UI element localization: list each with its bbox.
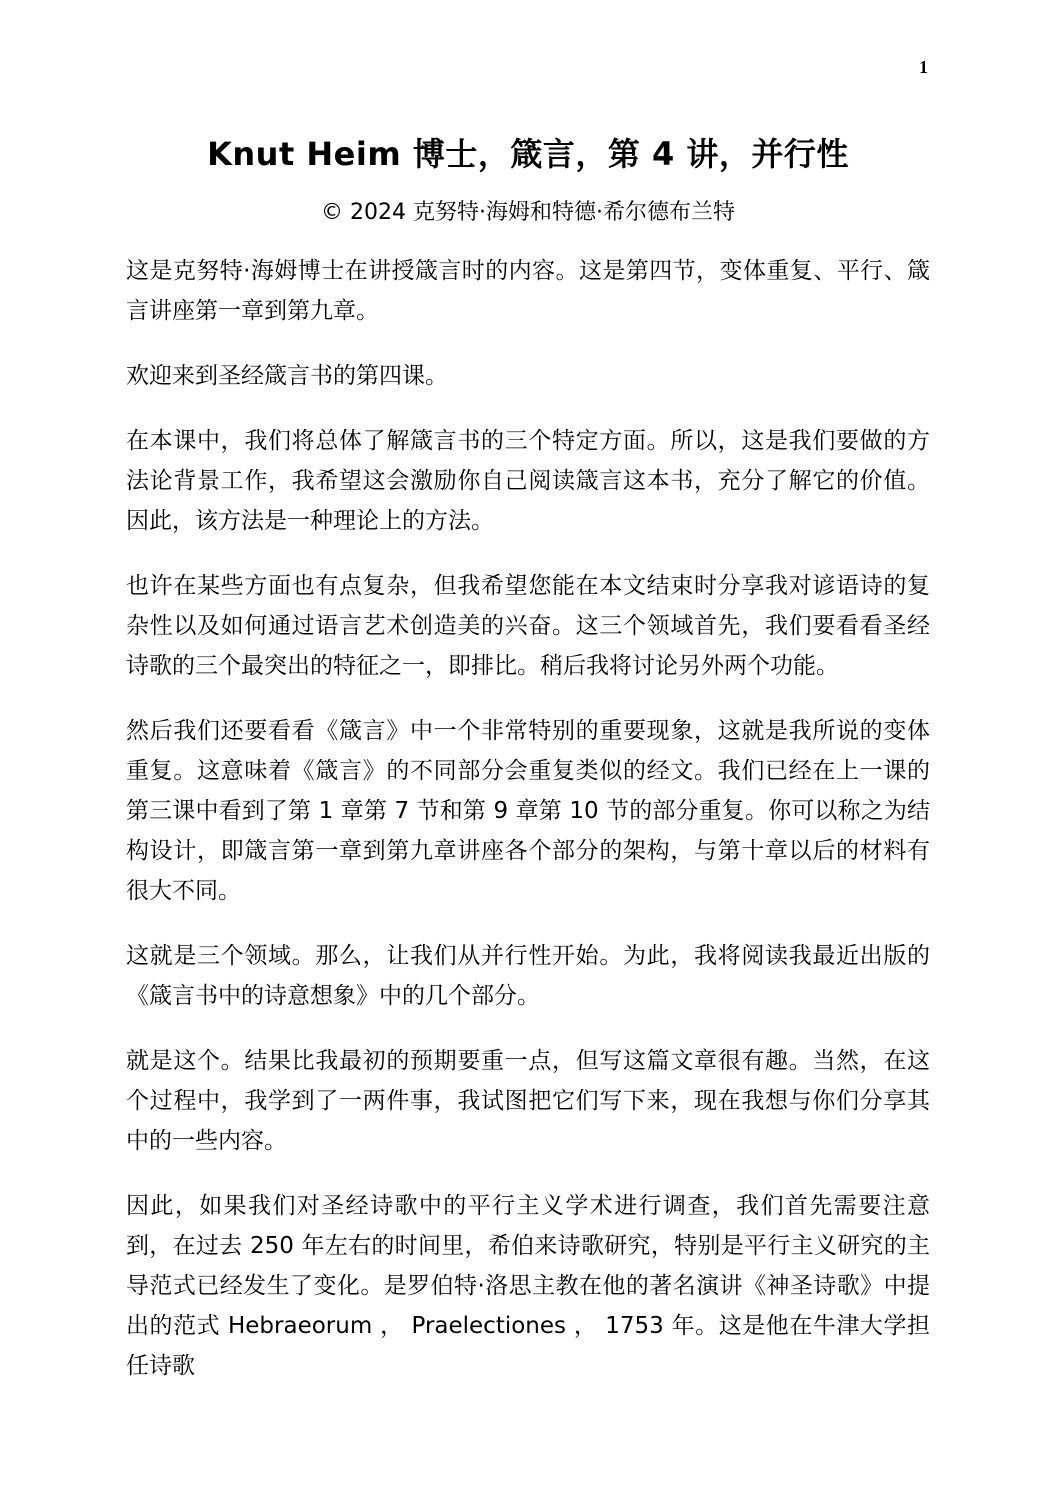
paragraph: 在本课中，我们将总体了解箴言书的三个特定方面。所以，这是我们要做的方法论背景工作，我希望这会激励你自己阅读箴言这本书，充分了解它的价值。因此，该方法是一种理论上的方法。 <box>126 428 930 535</box>
paragraph: 也许在某些方面也有点复杂，但我希望您能在本文结束时分享我对谚语诗的复杂性以及如何通过语言艺术创造美的兴奋。这三个领域首先，我们要看看圣经诗歌的三个最突出的特征之一，即排比。稍后我将讨论另外两个功能。 <box>126 573 930 680</box>
paragraph: 然后我们还要看看《箴言》中一个非常特别的重要现象，这就是我所说的变体重复。这意味着《箴言》的不同部分会重复类似的经文。我们已经在上一课的第三课中看到了第 1 章第 7 节和第 9 章第 10 节的部分重复。你可以称之为结构设计，即箴言第一章到第九章讲座各个部分的架构，与第十章以后的材料有很大不同。 <box>126 718 930 905</box>
page-number: 1 <box>919 57 928 77</box>
paragraph: 欢迎来到圣经箴言书的第四课。 <box>126 363 448 390</box>
paragraph: 因此，如果我们对圣经诗歌中的平行主义学术进行调查，我们首先需要注意到，在过去 250 年左右的时间里，希伯来诗歌研究，特别是平行主义研究的主导范式已经发生了变化。是罗伯特·洛思主教在他的著名演讲《神圣诗歌》中提出的范式 Hebraeorum ， Praelectiones ， 1753 年。这是他在牛津大学担任诗歌 <box>126 1193 930 1380</box>
paragraph: 这是克努特·海姆博士在讲授箴言时的内容。这是第四节，变体重复、平行、箴言讲座第一章到第九章。 <box>126 258 930 325</box>
document-body <box>126 251 930 1386</box>
paragraph: 就是这个。结果比我最初的预期要重一点，但写这篇文章很有趣。当然，在这个过程中，我学到了一两件事，我试图把它们写下来，现在我想与你们分享其中的一些内容。 <box>126 1048 930 1155</box>
copyright-line: © 2024 克努特·海姆和特德·希尔德布兰特 <box>321 200 735 225</box>
document-title: Knut Heim 博士，箴言，第 4 讲，并行性 <box>207 135 849 173</box>
paragraph: 这就是三个领域。那么，让我们从并行性开始。为此，我将阅读我最近出版的《箴言书中的诗意想象》中的几个部分。 <box>126 943 930 1010</box>
